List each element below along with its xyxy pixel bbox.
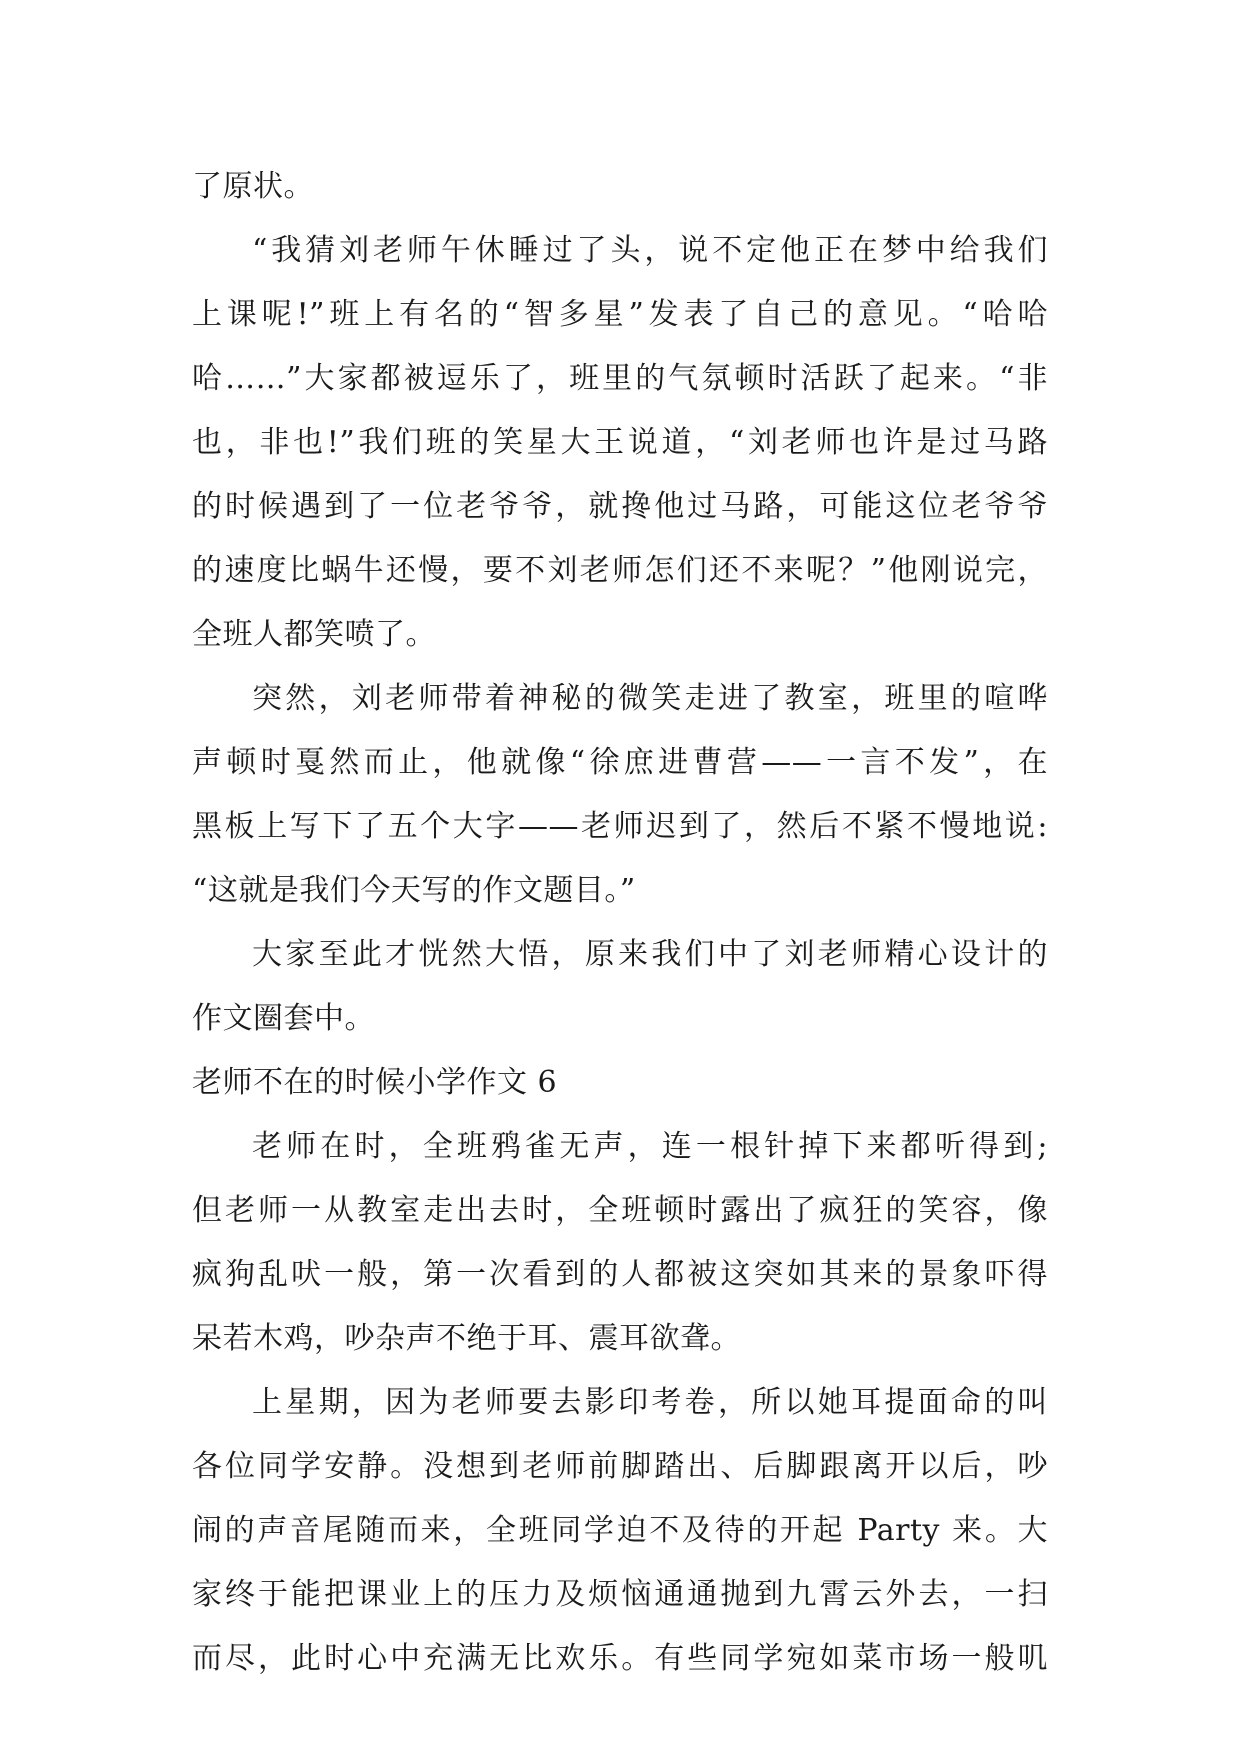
text-line: 突然，刘老师带着神秘的微笑走进了教室，班里的喧哗 — [252, 681, 1048, 716]
text-line: 呆若木鸡，吵杂声不绝于耳、震耳欲聋。 — [192, 1321, 741, 1356]
text-line: 也，非也!”我们班的笑星大王说道，“刘老师也许是过马路 — [192, 425, 1048, 460]
text-line: 哈……”大家都被逗乐了，班里的气氛顿时活跃了起来。“非 — [192, 361, 1048, 396]
text-line: 各位同学安静。没想到老师前脚踏出、后脚跟离开以后，吵 — [192, 1449, 1048, 1484]
text-line: 了原状。 — [192, 169, 314, 204]
text-line: 全班人都笑喷了。 — [192, 617, 436, 652]
text-line: 的速度比蜗牛还慢，要不刘老师怎们还不来呢？”他刚说完， — [192, 553, 1048, 588]
text-line: 闹的声音尾随而来，全班同学迫不及待的开起 Party 来。大 — [192, 1513, 1048, 1548]
section-heading: 老师不在的时候小学作文 6 — [192, 1065, 558, 1100]
text-line: 的时候遇到了一位老爷爷，就搀他过马路，可能这位老爷爷 — [192, 489, 1048, 524]
text-line: 声顿时戛然而止，他就像“徐庶进曹营——一言不发”，在 — [192, 745, 1048, 780]
text-line: 而尽，此时心中充满无比欢乐。有些同学宛如菜市场一般叽 — [192, 1641, 1048, 1676]
document-body — [192, 155, 1048, 1691]
text-line: 上课呢!”班上有名的“智多星”发表了自己的意见。“哈哈 — [192, 297, 1048, 332]
text-line: “我猜刘老师午休睡过了头，说不定他正在梦中给我们 — [252, 233, 1048, 268]
text-line: 大家至此才恍然大悟，原来我们中了刘老师精心设计的 — [252, 937, 1048, 972]
text-line: 家终于能把课业上的压力及烦恼通通抛到九霄云外去，一扫 — [192, 1577, 1048, 1612]
text-line: 老师在时，全班鸦雀无声，连一根针掉下来都听得到; — [252, 1129, 1048, 1164]
text-line: 上星期，因为老师要去影印考卷，所以她耳提面命的叫 — [252, 1385, 1048, 1420]
text-line: 黑板上写下了五个大字——老师迟到了，然后不紧不慢地说: — [192, 809, 1048, 844]
text-line: 但老师一从教室走出去时，全班顿时露出了疯狂的笑容，像 — [192, 1193, 1048, 1228]
text-line: 疯狗乱吠一般，第一次看到的人都被这突如其来的景象吓得 — [192, 1257, 1048, 1292]
text-line: 作文圈套中。 — [192, 1001, 375, 1036]
text-line: “这就是我们今天写的作文题目。” — [192, 873, 636, 908]
